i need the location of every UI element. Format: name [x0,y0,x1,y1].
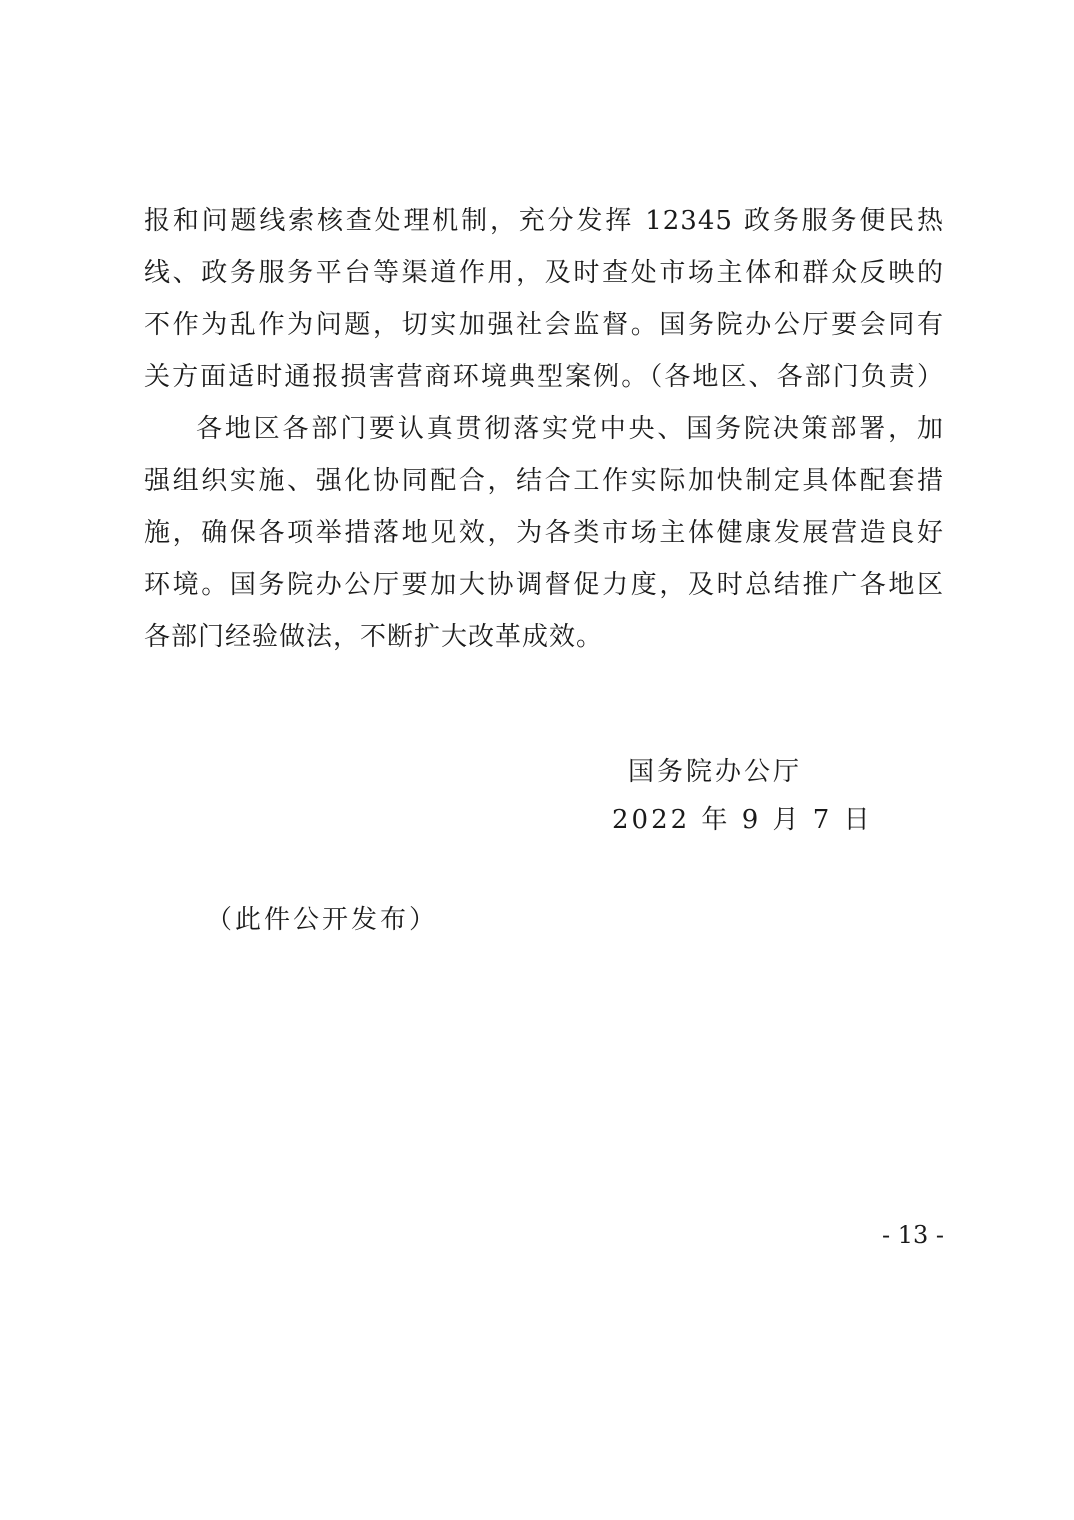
paragraph-line: 关方面适时通报损害营商环境典型案例。（各地区、各部门负责） [144,362,944,392]
paragraph-line: 不作为乱作为问题，切实加强社会监督。国务院办公厅要会同有 [144,310,944,340]
signature-date: 2022 年 9 月 7 日 [612,805,873,835]
paragraph-line: 各地区各部门要认真贯彻落实党中央、国务院决策部署，加 [196,414,944,444]
signature-issuer: 国务院办公厅 [628,757,803,787]
paragraph-line: 强组织实施、强化协同配合，结合工作实际加快制定具体配套措 [144,466,944,496]
publication-note: （此件公开发布） [206,905,439,935]
paragraph-line: 环境。国务院办公厅要加大协调督促力度，及时总结推广各地区 [144,570,944,600]
paragraph-line: 报和问题线索核查处理机制，充分发挥 12345 政务服务便民热 [144,206,944,236]
paragraph-line: 施，确保各项举措落地见效，为各类市场主体健康发展营造良好 [144,518,944,548]
paragraph-line: 线、政务服务平台等渠道作用，及时查处市场主体和群众反映的 [144,258,944,288]
page-number: - 13 - [881,1221,944,1249]
paragraph-line: 各部门经验做法，不断扩大改革成效。 [144,622,604,652]
